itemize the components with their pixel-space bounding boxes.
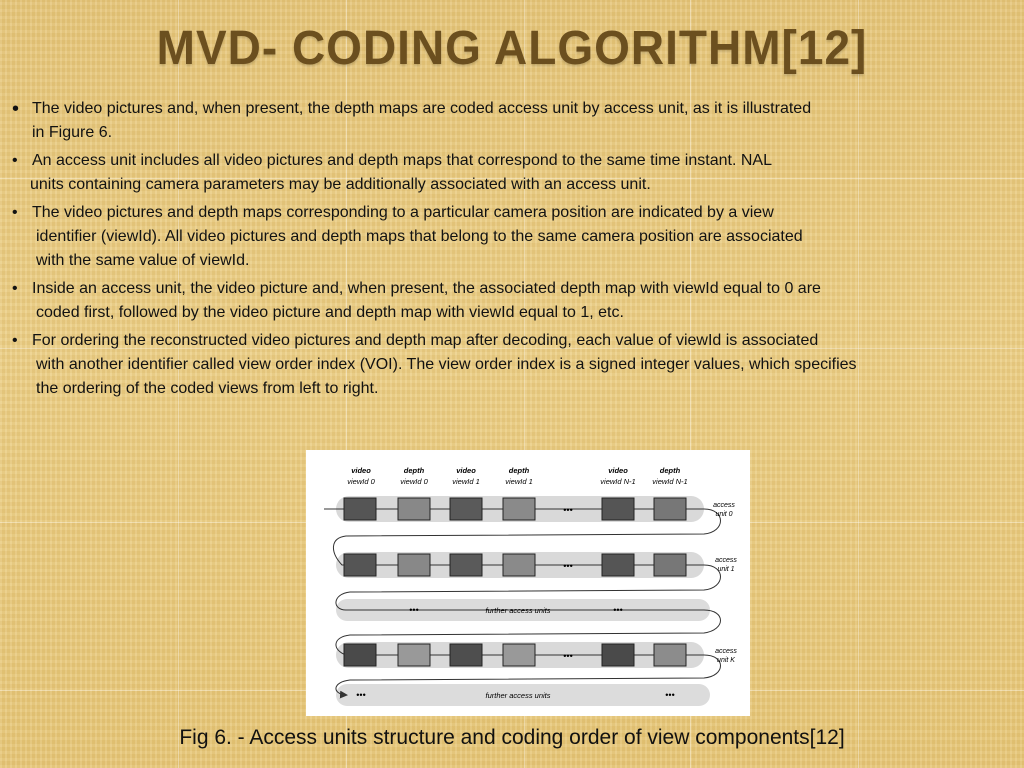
video-frame bbox=[344, 644, 376, 666]
depth-frame bbox=[398, 644, 430, 666]
video-frame bbox=[344, 498, 376, 520]
bullet-item bbox=[10, 149, 1010, 197]
column-id-label: viewId 0 bbox=[400, 477, 428, 486]
column-type-label: video bbox=[456, 466, 476, 475]
further-units-label: further access units bbox=[485, 691, 551, 700]
bullet-glyph: • bbox=[12, 204, 18, 221]
column-id-label: viewId 0 bbox=[347, 477, 375, 486]
access-unit-diagram bbox=[306, 450, 750, 716]
figure-caption: Fig 6. - Access units structure and coding order of view components[12] bbox=[179, 726, 845, 749]
video-frame bbox=[450, 644, 482, 666]
video-frame bbox=[450, 554, 482, 576]
bullet-line: An access unit includes all video pictures and depth maps that correspond to the same time instant. NAL bbox=[32, 152, 772, 169]
ellipsis: ••• bbox=[563, 505, 573, 515]
bullet-glyph: • bbox=[12, 280, 18, 297]
access-unit-label: access bbox=[715, 557, 737, 564]
slide-title: MVD- CODING ALGORITHM[12] bbox=[156, 19, 868, 75]
column-id-label: viewId N-1 bbox=[652, 477, 688, 486]
bullet-line: with the same value of viewId. bbox=[36, 252, 250, 269]
column-id-label: viewId N-1 bbox=[600, 477, 636, 486]
video-frame bbox=[450, 498, 482, 520]
access-unit-label: access bbox=[713, 502, 735, 509]
bullet-line: Inside an access unit, the video picture and, when present, the associated depth map with viewId equal to 0 are bbox=[32, 280, 821, 297]
depth-frame bbox=[503, 498, 535, 520]
access-unit-labels bbox=[713, 502, 737, 664]
depth-frame bbox=[654, 644, 686, 666]
bullet-line: coded first, followed by the video picture and depth map with viewId equal to 1, etc. bbox=[36, 304, 624, 321]
column-type-label: video bbox=[608, 466, 628, 475]
bullet-glyph: • bbox=[12, 98, 20, 120]
ellipsis: ••• bbox=[665, 690, 675, 700]
bullet-line: units containing camera parameters may be additionally associated with an access unit. bbox=[30, 176, 651, 193]
depth-frame bbox=[654, 554, 686, 576]
ellipsis: ••• bbox=[563, 651, 573, 661]
access-unit-label: access bbox=[715, 648, 737, 655]
bullet-item bbox=[10, 277, 1010, 325]
bullet-line: For ordering the reconstructed video pictures and depth map after decoding, each value of viewId is associated bbox=[32, 332, 819, 349]
ellipsis: ••• bbox=[563, 561, 573, 571]
access-unit-figure bbox=[306, 450, 750, 716]
video-frame bbox=[602, 498, 634, 520]
column-type-label: depth bbox=[403, 466, 425, 475]
bullet-glyph: • bbox=[12, 332, 18, 349]
column-id-label: viewId 1 bbox=[505, 477, 533, 486]
bullet-item bbox=[10, 201, 1010, 273]
depth-frame bbox=[654, 498, 686, 520]
ellipsis: ••• bbox=[613, 605, 623, 615]
bullet-glyph: • bbox=[12, 152, 18, 169]
column-type-label: video bbox=[351, 466, 371, 475]
ellipsis: ••• bbox=[409, 605, 419, 615]
column-type-label: depth bbox=[508, 466, 530, 475]
bullet-list bbox=[10, 97, 1010, 405]
further-units-label: further access units bbox=[485, 606, 551, 615]
access-unit-label: unit 0 bbox=[715, 511, 733, 518]
column-type-label: depth bbox=[659, 466, 681, 475]
access-unit-label: unit 1 bbox=[717, 566, 735, 573]
bullet-line: The video pictures and depth maps corresponding to a particular camera position are indicated by a view bbox=[32, 204, 774, 221]
bullet-line: the ordering of the coded views from left to right. bbox=[36, 380, 379, 397]
access-unit-label: unit K bbox=[717, 657, 735, 664]
depth-frame bbox=[503, 644, 535, 666]
depth-frame bbox=[398, 554, 430, 576]
column-headers bbox=[347, 466, 687, 486]
bullet-item bbox=[10, 329, 1010, 401]
ellipsis: ••• bbox=[356, 690, 366, 700]
bullet-line: with another identifier called view order index (VOI). The view order index is a signed integer values, which specifies bbox=[36, 356, 857, 373]
video-frame bbox=[344, 554, 376, 576]
column-id-label: viewId 1 bbox=[452, 477, 480, 486]
bullet-item bbox=[10, 97, 1010, 145]
video-frame bbox=[602, 644, 634, 666]
depth-frame bbox=[503, 554, 535, 576]
bullet-line: identifier (viewId). All video pictures and depth maps that belong to the same camera position are associated bbox=[36, 228, 803, 245]
depth-frame bbox=[398, 498, 430, 520]
bullet-line: The video pictures and, when present, the depth maps are coded access unit by access unit, as it is illustrated bbox=[32, 100, 812, 117]
video-frame bbox=[602, 554, 634, 576]
bullet-line: in Figure 6. bbox=[32, 124, 113, 141]
